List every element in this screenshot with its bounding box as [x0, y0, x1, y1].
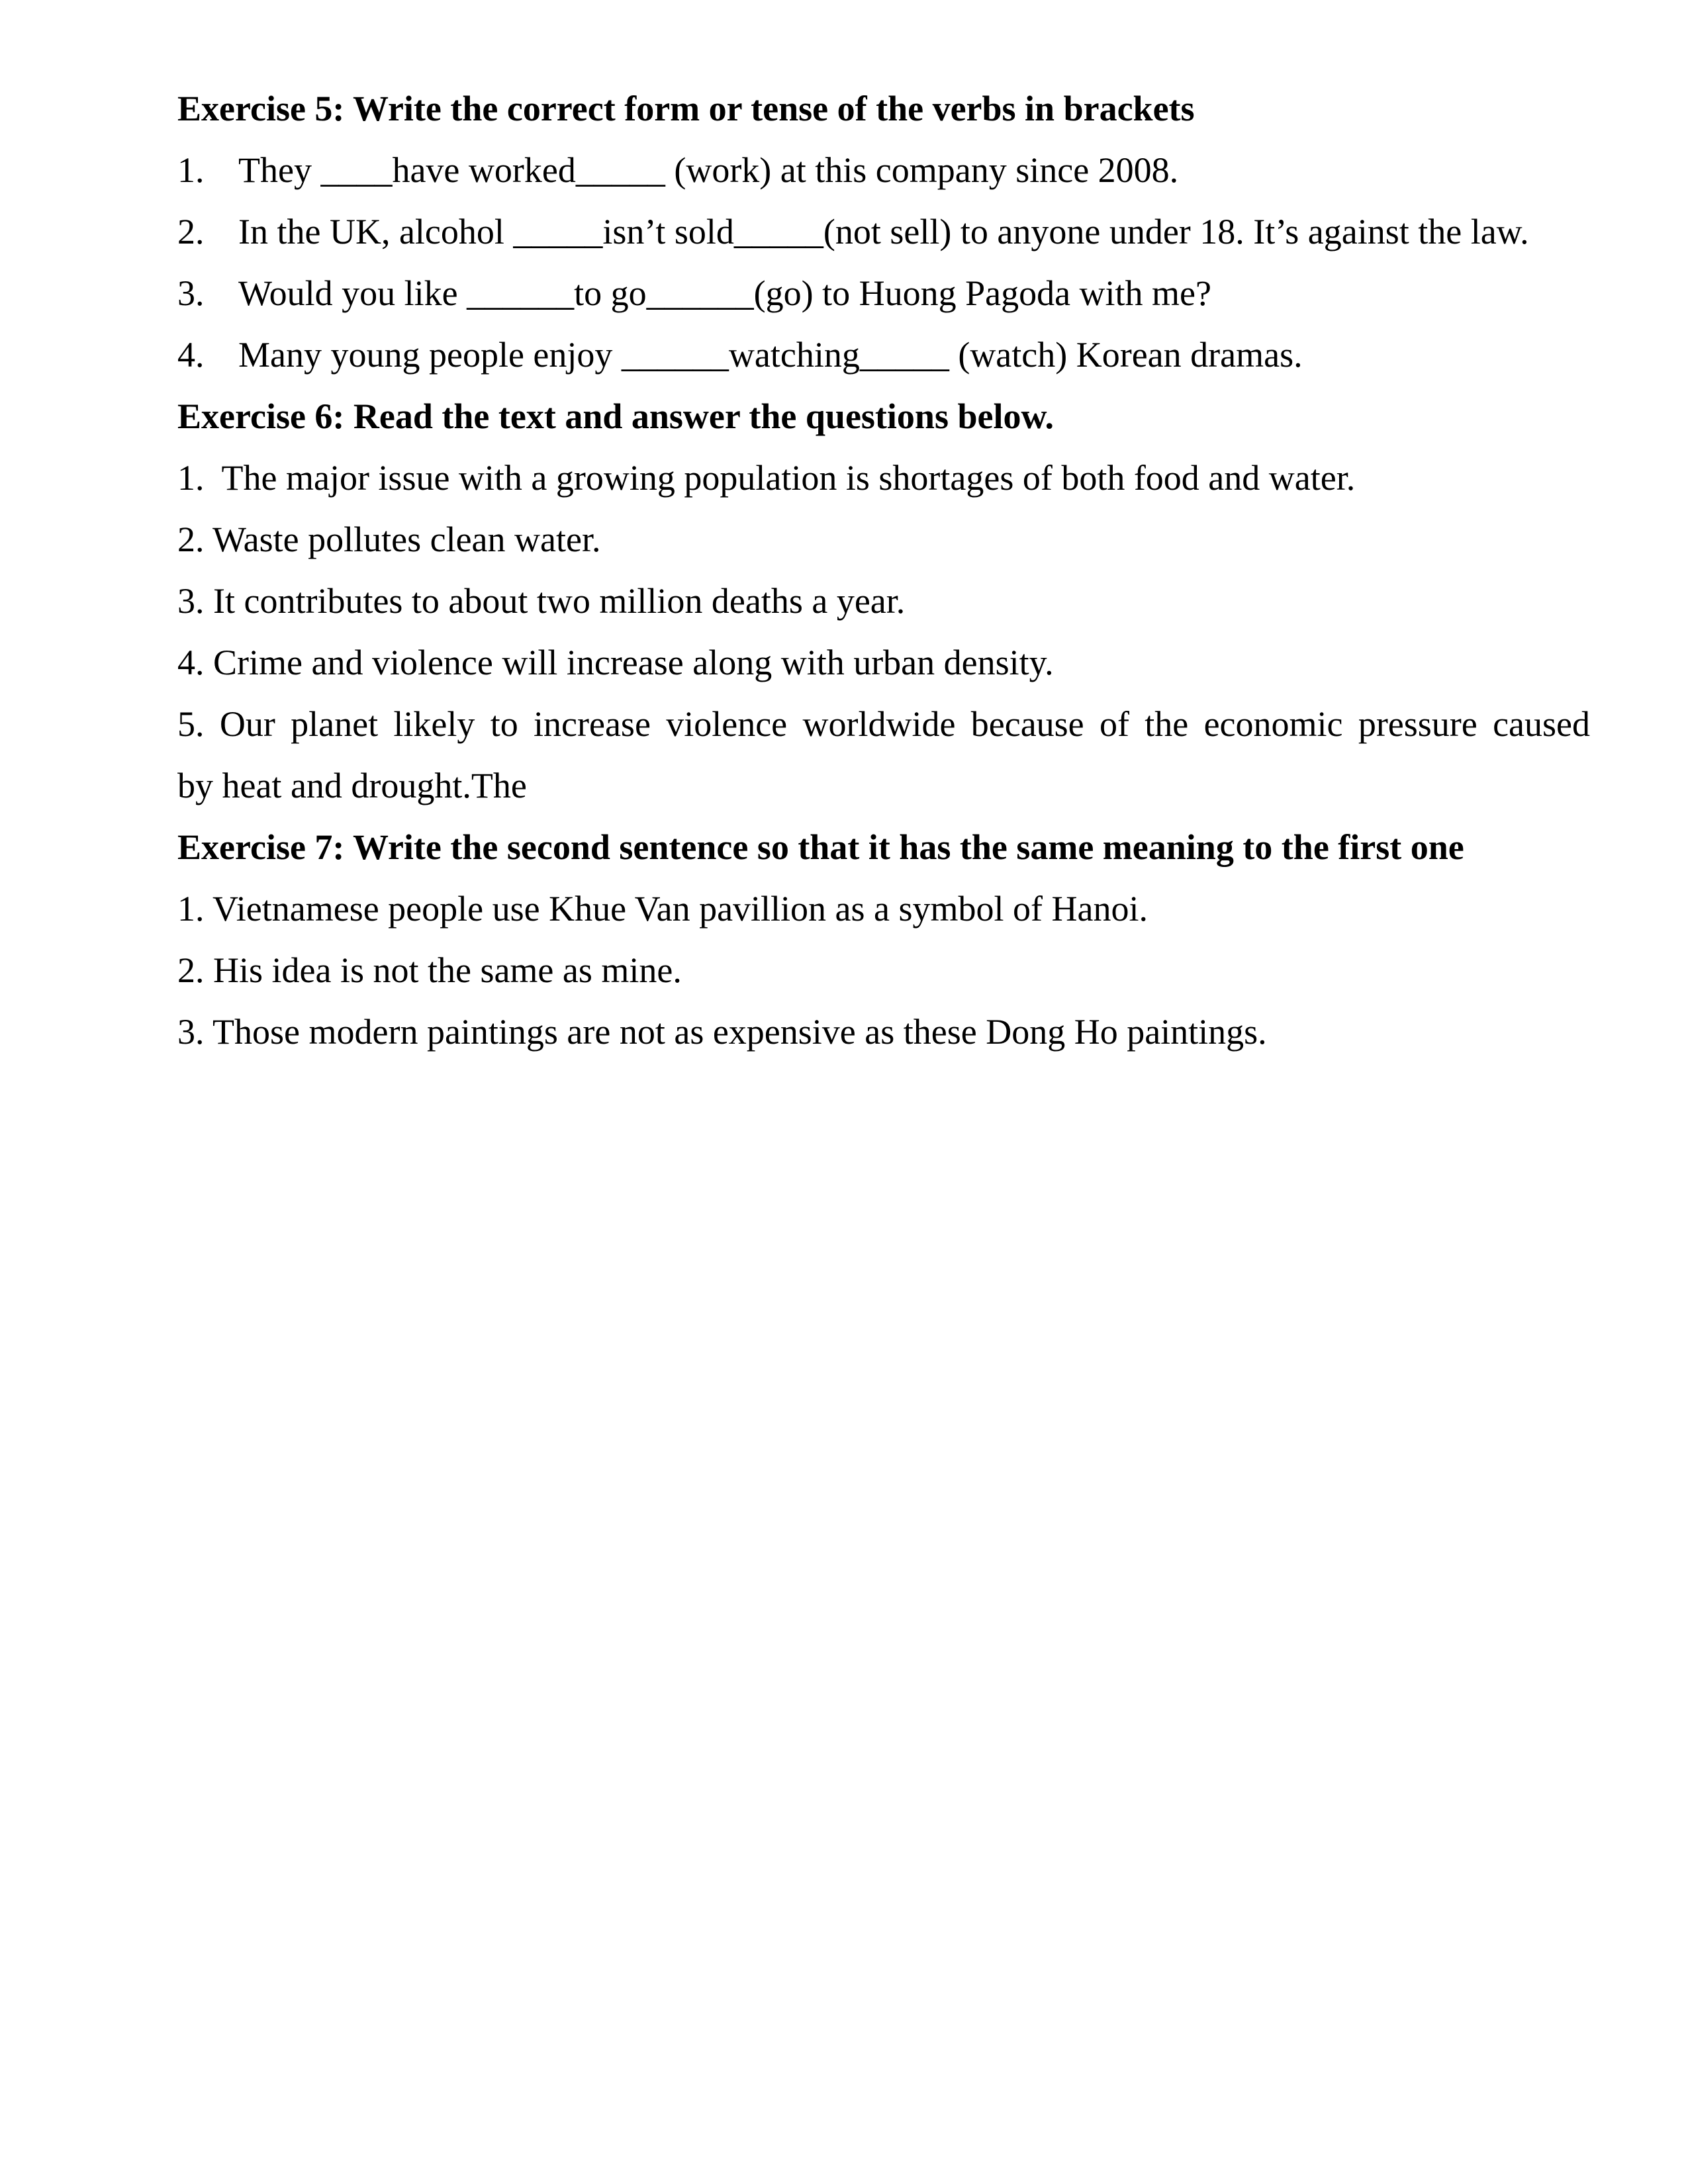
exercise-7-item-1: 1. Vietnamese people use Khue Van pavillion as a symbol of Hanoi. — [177, 889, 1148, 929]
exercise-5-item-3 — [177, 263, 1590, 324]
exercise-7-item-2: 2. His idea is not the same as mine. — [177, 950, 682, 990]
exercise-6-item-1: 1. The major issue with a growing population is shortages of both food and water. — [177, 458, 1356, 498]
exercise-6-item-5-line-2: by heat and drought.The — [177, 766, 527, 805]
item-text: They ____have worked_____ (work) at this company since 2008. — [238, 150, 1179, 190]
item-text: Would you like ______to go______(go) to Huong Pagoda with me? — [238, 273, 1211, 313]
exercise-5-item-4 — [177, 324, 1590, 386]
exercise-6-item-5 — [177, 694, 1590, 817]
exercise-6-heading: Exercise 6: Read the text and answer the questions below. — [177, 396, 1054, 436]
exercise-6-item-2: 2. Waste pollutes clean water. — [177, 520, 601, 559]
item-number: 2. — [177, 212, 205, 251]
item-text: In the UK, alcohol _____isn’t sold_____(not sell) to anyone under 18. It’s against the law. — [238, 212, 1529, 251]
exercise-7-item-3: 3. Those modern paintings are not as expensive as these Dong Ho paintings. — [177, 1012, 1267, 1052]
exercise-6-item-3: 3. It contributes to about two million deaths a year. — [177, 581, 906, 621]
exercise-7-heading: Exercise 7: Write the second sentence so that it has the same meaning to the first one — [177, 827, 1464, 867]
exercise-5-item-1 — [177, 140, 1590, 201]
exercise-5-item-2 — [177, 201, 1590, 263]
exercise-5-heading: Exercise 5: Write the correct form or tense of the verbs in brackets — [177, 89, 1195, 128]
item-text: Many young people enjoy ______watching_____ (watch) Korean dramas. — [238, 335, 1303, 375]
exercise-6-item-4: 4. Crime and violence will increase along with urban density. — [177, 643, 1054, 682]
exercise-6-item-5-line-1: 5. Our planet likely to increase violence worldwide because of the economic pressure caused — [177, 704, 1590, 744]
item-number: 4. — [177, 335, 205, 375]
item-number: 3. — [177, 273, 205, 313]
item-number: 1. — [177, 150, 205, 190]
